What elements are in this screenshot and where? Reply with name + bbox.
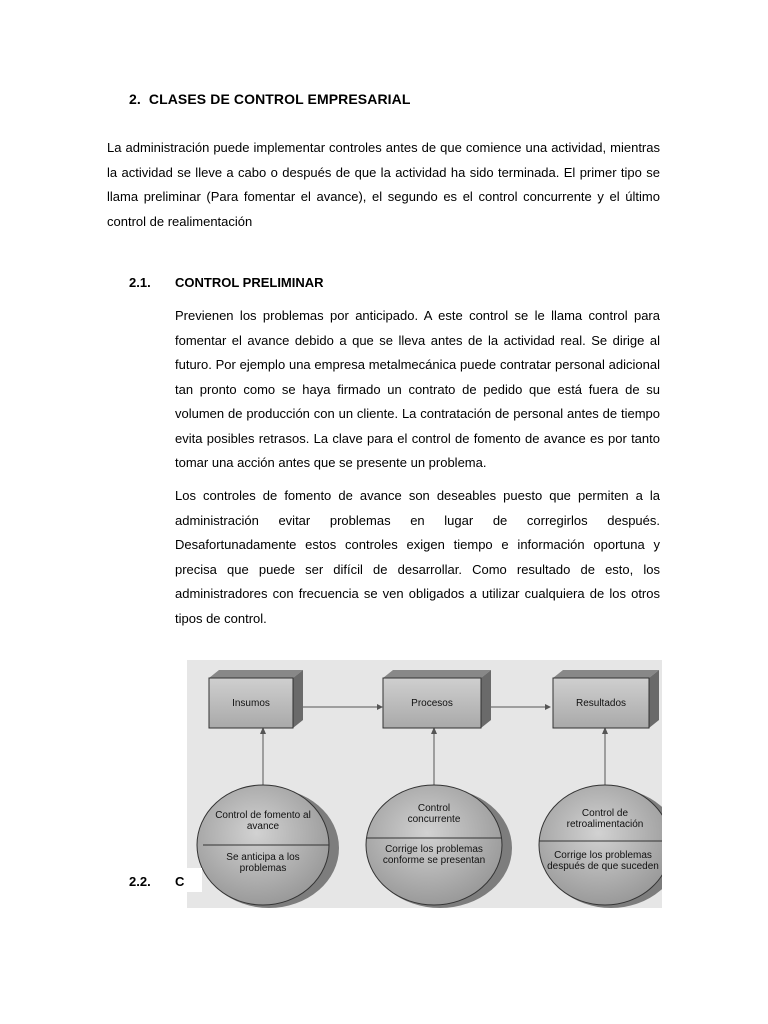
box-label-resultados: Resultados (575, 698, 627, 709)
disc-bottom-retroalimentacion: Corrige los problemas después de que suceden (547, 850, 659, 872)
subsection-title: CONTROL PRELIMINAR (175, 275, 324, 290)
control-diagram (187, 660, 662, 908)
subsection-title: C (175, 874, 185, 889)
paragraph-preliminar: Previenen los problemas por anticipado. A este control se le llama control para fomentar el avance debido a que se lleva antes de la actividad real. Se dirige al futuro. Por ejemplo una empresa metalmecánica puede contratar personal adicional tan pronto como se haya firmado un contrato de pedido que está fuera de su volumen de producción con un cliente. La contratación de personal antes de tiempo evita posibles retrasos. La clave para el control de fomento de avance es por tanto tomar una acción antes que se presente un problema. (175, 308, 660, 470)
disc-top-concurrente: Control concurrente (407, 803, 461, 825)
intro-paragraph: La administración puede implementar controles antes de que comience una actividad, mientras la actividad se lleve a cabo o después de que la actividad ha sido terminada. El primer tipo se llama preliminar (Para fomentar el avance), el segundo es el control concurrente y el último control de realimentación (107, 140, 660, 229)
paragraph-fomento: Los controles de fomento de avance son deseables puesto que permiten a la administración evitar problemas en lugar de corregirlos después. Desafortunadamente estos controles exigen tiempo e información oportuna y precisa que puede ser difícil de desarrollar. Como resultado de esto, los administradores con frecuencia se ven obligados a utilizar cualquiera de los otros tipos de control. (175, 488, 660, 626)
disc-retroalimentacion (539, 785, 662, 908)
disc-bottom-concurrente: Corrige los problemas conforme se presentan (382, 844, 486, 866)
subsection-number: 2.1. (129, 275, 151, 290)
disc-top-retroalimentacion: Control de retroalimentación (566, 808, 644, 830)
section-heading: 2. CLASES DE CONTROL EMPRESARIAL (129, 91, 411, 107)
box-label-procesos: Procesos (411, 698, 453, 709)
disc-fomento (197, 785, 339, 908)
disc-top-fomento: Control de fomento al avance (215, 810, 311, 832)
disc-bottom-fomento: Se anticipa a los problemas (226, 852, 300, 874)
subsection-number: 2.2. (129, 874, 151, 889)
box-label-insumos: Insumos (232, 698, 270, 709)
